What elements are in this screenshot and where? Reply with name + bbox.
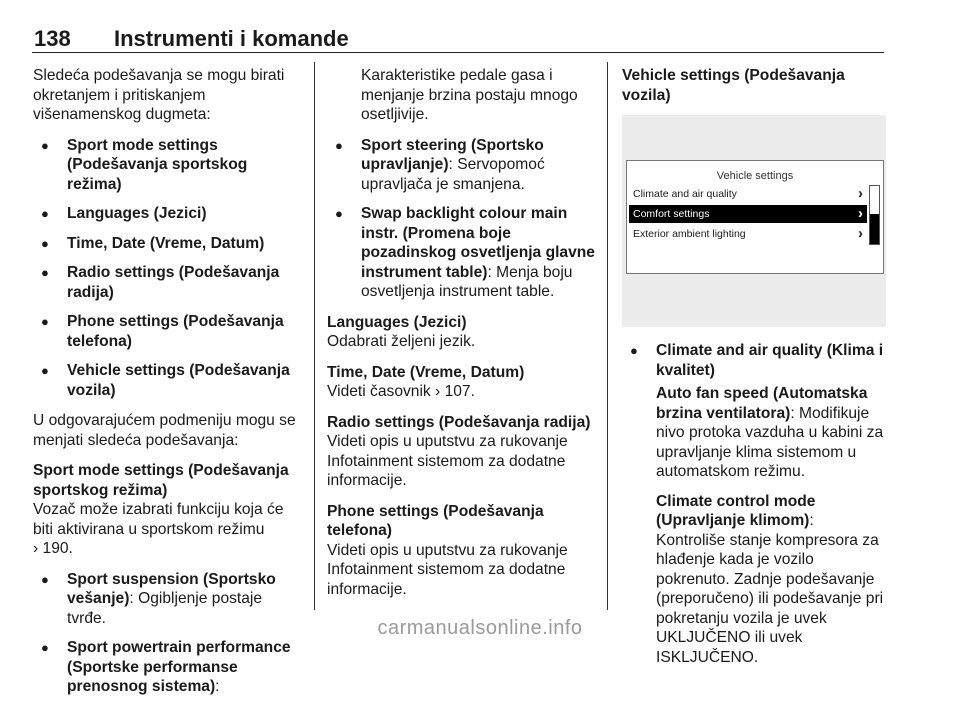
scroll-thumb (870, 214, 879, 244)
list-item: ● Vehicle settings (Podešavanja vozila) (33, 361, 301, 400)
page-number: 138 (34, 26, 71, 51)
column-divider (314, 62, 315, 610)
section-heading: Sport mode settings (Podešavanja sportskog režima) (33, 462, 289, 499)
section-text: Videti opis u uputstvu za rukovanje Infotainment sistemom za dodatne informacije. (327, 541, 568, 598)
list-item: ● Sport powertrain performance (Sportske performanse prenosnog sistema): (33, 638, 301, 697)
menu-list (33, 136, 301, 401)
list-item: ● Sport steering (Sportsko upravljanje): Servopomoć upravljača je smanjena. (327, 136, 595, 195)
list-item: ● Radio settings (Podešavanja radija) (33, 263, 301, 302)
sub-item: Auto fan speed (Automatska brzina ventilatora): Modifikuje nivo protoka vazduha u kabini za upravljanje klima sistemom u automatskom režimu. (656, 385, 884, 480)
section-text: Videti časovnik › 107. (327, 383, 475, 400)
sub-item: Climate control mode (Upravljanje klimom): Kontroliše stanje kompresora za hlađenje kada je vozilo pokrenuto. Zadnje podešavanje (preporučeno) ili podešavanje pri pokretanju vozila je uvek UKLJUČENO ili uvek ISKLJUČENO. (656, 492, 884, 666)
list-item: ● Swap backlight colour main instr. (Promena boje pozadinskog osvetljenja glavne instrument table): Menja boju osvetljenja instrument table. (327, 204, 595, 302)
section-heading: Languages (Jezici) (327, 313, 467, 331)
chevron-right-icon: › (858, 205, 863, 222)
continuation-text: Karakteristike pedale gasa i menjanje brzina postaju mnogo osetljivije. (361, 67, 578, 123)
column-divider (607, 62, 608, 610)
submenu-text: U odgovarajućem podmeniju mogu se menjati sledeća podešavanja: (33, 412, 296, 449)
watermark: carmanualsonline.info (377, 617, 583, 639)
list-item: ● Languages (Jezici) (33, 204, 301, 224)
screen-title: Vehicle settings (716, 170, 794, 182)
section-text: Videti opis u uputstvu za rukovanje Infotainment sistemom za dodatne informacije. (327, 433, 568, 489)
sport-list-cont (327, 136, 595, 302)
screen-menu-row: Climate and air quality › (633, 185, 863, 202)
section-heading: Time, Date (Vreme, Datum) (327, 363, 525, 381)
screen-menu-row: Exterior ambient lighting › (633, 225, 863, 242)
vehicle-settings-figure (622, 115, 886, 327)
section-heading: Phone settings (Podešavanja telefona) (327, 502, 544, 539)
list-item: ● Sport suspension (Sportsko vešanje): Ogibljenje postaje tvrđe. (33, 570, 301, 629)
intro-text: Sledeća podešavanja se mogu birati okretanjem i pritiskanjem višenamenskog dugmeta: (33, 67, 285, 123)
screen-scrollbar (869, 185, 880, 245)
chevron-right-icon: › (858, 185, 863, 202)
column-middle (327, 66, 595, 610)
list-item: ● Sport mode settings (Podešavanja sportskog režima) (33, 136, 301, 195)
section-heading: Vehicle settings (Podešavanja vozila) (622, 67, 845, 104)
column-left (33, 66, 301, 708)
section-text: Odabrati željeni jezik. (327, 333, 476, 350)
section-heading: Radio settings (Podešavanja radija) (327, 413, 591, 431)
list-item: ● Climate and air quality (Klima i kvalitet) Auto fan speed (Automatska brzina ventilatora): Modifikuje nivo protoka vazduha u kabini za upravljanje klima sistemom u automatskom režimu. Climate control mode (Upravljanje klimom): Kontroliše stanje kompresora za hlađenje kada je vozilo pokrenuto. Zadnje podešavanje (preporučeno) ili podešavanje pri pokretanju vozila je uvek UKLJUČENO ili uvek ISKLJUČENO. (622, 341, 887, 667)
page-reference: › 190. (33, 540, 73, 557)
page-title: Instrumenti i komande (114, 26, 349, 51)
chevron-right-icon: › (858, 225, 863, 242)
section-text: Vozač može izabrati funkciju koja će biti aktivirana u sportskom režimu › 190. (33, 501, 284, 557)
display-screen (626, 160, 884, 274)
list-item: ● Time, Date (Vreme, Datum) (33, 234, 301, 254)
list-item: ● Phone settings (Podešavanja telefona) (33, 312, 301, 351)
page-header (32, 24, 884, 53)
column-right (622, 66, 887, 678)
screen-menu-row-selected: Comfort settings › (629, 205, 867, 223)
